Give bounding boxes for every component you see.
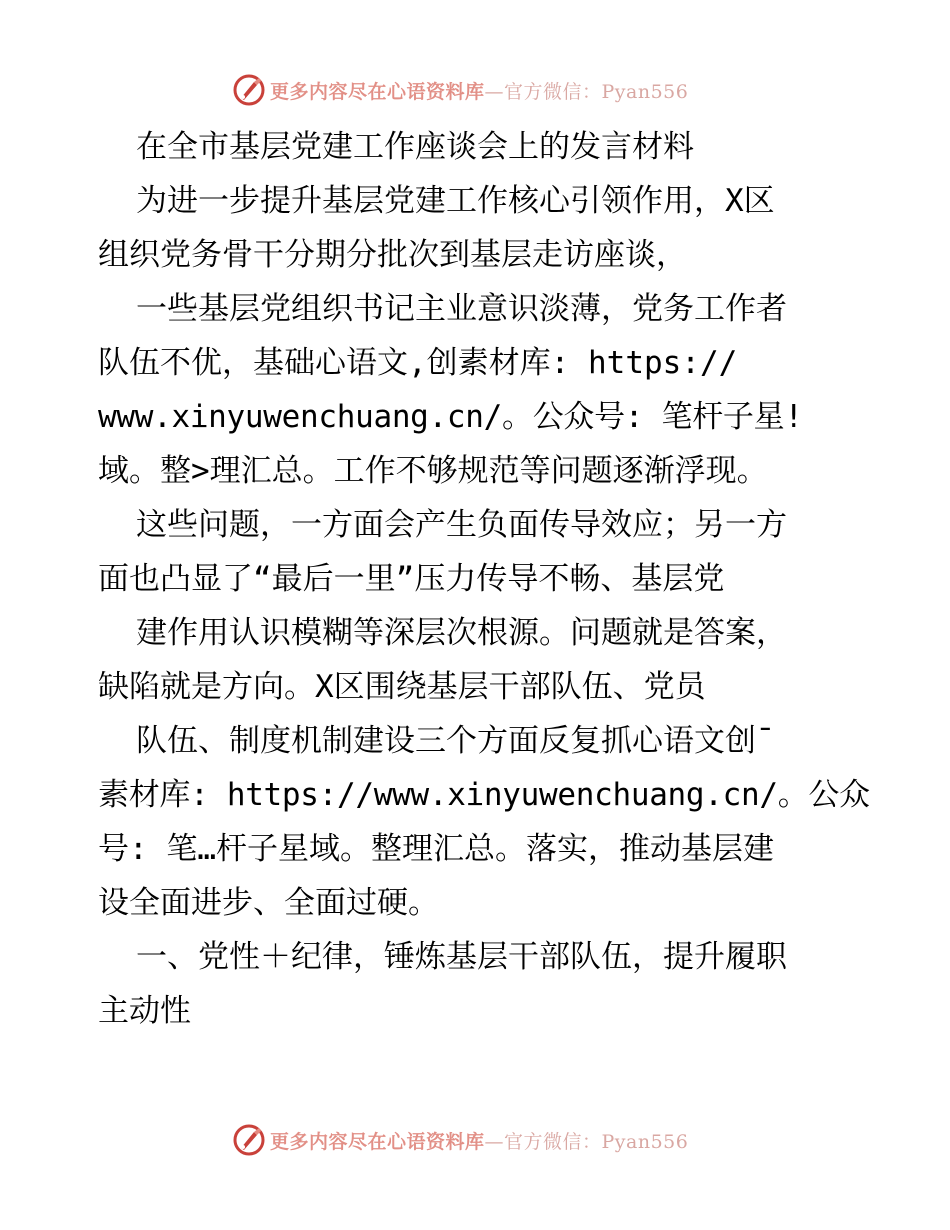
footer-banner: [232, 1122, 688, 1158]
text-line: 面也凸显了“最后一里”压力传导不畅、基层党: [98, 561, 725, 597]
document-title: 在全市基层党建工作座谈会上的发言材料: [136, 129, 694, 165]
banner-contact: —官方微信：Pyan556: [484, 80, 689, 103]
text-line: 队伍不优，基础心语文,创素材库: https://: [98, 345, 738, 381]
text-line: 队伍、制度机制建设三个方面反复抓心语文创¯: [136, 723, 775, 759]
text-line: 组织党务骨干分期分批次到基层走访座谈，: [98, 237, 687, 273]
text-line: 域。整>理汇总。工作不够规范等问题逐渐浮现。: [98, 453, 768, 489]
text-line: 一些基层党组织书记主业意识淡薄，党务工作者: [136, 291, 787, 327]
text-line: 这些问题，一方面会产生负面传导效应；另一方: [136, 507, 787, 543]
document-body: [98, 120, 870, 1038]
header-banner: [232, 72, 688, 108]
text-line: 建作用认识模糊等深层次根源。问题就是答案，: [136, 615, 787, 651]
text-line: 素材库: https://www.xinyuwenchuang.cn/。公众: [98, 777, 870, 813]
text-line: 缺陷就是方向。X区围绕基层干部队伍、党员: [98, 669, 706, 705]
banner-title: 更多内容尽在心语资料库: [270, 80, 485, 103]
banner-title: 更多内容尽在心语资料库: [270, 1130, 485, 1153]
section-heading-continued: 主动性: [98, 993, 191, 1029]
banner-contact: —官方微信：Pyan556: [484, 1130, 689, 1153]
text-line: 为进一步提升基层党建工作核心引领作用，X区: [136, 183, 775, 219]
quill-seal-icon: [232, 73, 266, 107]
quill-seal-icon: [232, 1123, 266, 1157]
text-line: 号: 笔…杆子星域。整理汇总。落实，推动基层建: [98, 831, 774, 867]
text-line: www.xinyuwenchuang.cn/。公众号: 笔杆子星!: [98, 399, 803, 435]
section-heading: 一、党性＋纪律，锤炼基层干部队伍，提升履职: [136, 939, 787, 975]
text-line: 设全面进步、全面过硬。: [98, 885, 439, 921]
